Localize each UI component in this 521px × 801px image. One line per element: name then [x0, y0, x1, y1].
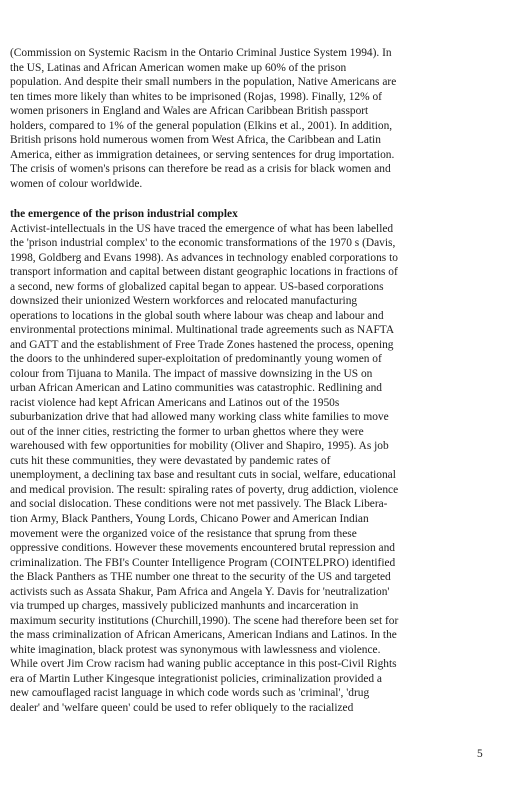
- text-line: white imagination, black protest was synonymous with lawlessness and violence.: [10, 643, 381, 656]
- paragraph-2: [10, 222, 500, 716]
- text-line: tion Army, Black Panthers, Young Lords, Chicano Power and American Indian: [10, 512, 369, 525]
- text-line: out of the inner cities, restricting the former to urban ghettos where they were: [10, 425, 364, 438]
- text-line: unemployment, a declining tax base and resultant cuts in social, welfare, educational: [10, 469, 396, 482]
- text-line: colour from Tijuana to Manila. The impact of massive downsizing in the US on: [10, 367, 373, 380]
- text-line: oppressive conditions. However these movements encountered brutal repression and: [10, 542, 395, 555]
- text-line: criminalization. The FBI's Counter Intelligence Program (COINTELPRO) identified: [10, 556, 396, 569]
- text-line: warehoused with few opportunities for mobility (Oliver and Shapiro, 1995). As job: [10, 440, 389, 453]
- paragraph-1: [10, 46, 500, 191]
- text-line: maximum security institutions (Churchill,1990). The scene had therefore been set for: [10, 614, 399, 627]
- text-line: the 'prison industrial complex' to the economic transformations of the 1970 s (Davis,: [10, 237, 396, 250]
- text-line: holders, compared to 1% of the general population (Elkins et al., 2001). In addition,: [10, 119, 393, 132]
- text-line: a second, new forms of globalized capital began to appear. US-based corporations: [10, 280, 384, 293]
- text-line: women of colour worldwide.: [10, 177, 143, 190]
- text-line: the mass criminalization of African Americans, American Indians and Latinos. In the: [10, 629, 397, 642]
- text-line: urban African American and Latino communities was catastrophic. Redlining and: [10, 382, 382, 395]
- text-line: Activist-intellectuals in the US have traced the emergence of what has been labelled: [10, 222, 394, 235]
- text-line: British prisons hold numerous women from West Africa, the Caribbean and Latin: [10, 134, 381, 147]
- document-page: [10, 46, 500, 715]
- page-number: 5: [477, 748, 483, 760]
- text-line: via trumped up charges, massively publicized manhunts and incarceration in: [10, 600, 359, 613]
- text-line: operations to locations in the global south where labour was cheap and labour and: [10, 309, 384, 322]
- text-line: America, either as immigration detainees, or serving sentences for drug importation.: [10, 148, 395, 161]
- text-line: ten times more likely than whites to be imprisoned (Rojas, 1998). Finally, 12% of: [10, 90, 382, 103]
- text-line: and social dislocation. These conditions were not met passively. The Black Libera-: [10, 498, 388, 511]
- text-line: cuts hit these communities, they were devastated by pandemic rates of: [10, 454, 331, 467]
- text-line: transport information and capital between distant geographic locations in fractions of: [10, 266, 398, 279]
- text-line: movement were the organized voice of the resistance that sprung from these: [10, 527, 357, 540]
- text-line: and GATT and the establishment of Free Trade Zones hastened the process, opening: [10, 338, 394, 351]
- text-line: the Black Panthers as THE number one threat to the security of the US and targeted: [10, 571, 391, 584]
- text-line: racist violence had kept African Americans and Latinos out of the 1950s: [10, 396, 340, 409]
- text-line: population. And despite their small numbers in the population, Native Americans are: [10, 76, 397, 89]
- text-line: women prisoners in England and Wales are African Caribbean British passport: [10, 105, 369, 118]
- section-heading: the emergence of the prison industrial complex: [10, 208, 238, 221]
- text-line: and medical provision. The result: spiraling rates of poverty, drug addiction, violence: [10, 483, 399, 496]
- text-line: dealer' and 'welfare queen' could be used to refer obliquely to the racialized: [10, 701, 354, 714]
- text-line: the US, Latinas and African American women make up 60% of the prison: [10, 61, 347, 74]
- text-line: environmental protections minimal. Multinational trade agreements such as NAFTA: [10, 324, 395, 337]
- text-line: While overt Jim Crow racism had waning public acceptance in this post-Civil Rights: [10, 658, 397, 671]
- text-line: 1998, Goldberg and Evans 1998). As advances in technology enabled corporations to: [10, 251, 398, 264]
- text-line: the doors to the unhindered super-exploitation of predominantly young women of: [10, 353, 382, 366]
- text-line: downsized their unionized Western workforces and relocated manufacturing: [10, 295, 358, 308]
- text-line: activists such as Assata Shakur, Pam Africa and Angela Y. Davis for 'neutralization': [10, 585, 390, 598]
- text-line: suburbanization drive that had allowed many working class white families to move: [10, 411, 389, 424]
- text-line: new camouflaged racist language in which code words such as 'criminal', 'drug: [10, 687, 370, 700]
- text-line: The crisis of women's prisons can therefore be read as a crisis for black women and: [10, 163, 391, 176]
- paragraph-gap: [10, 191, 500, 207]
- text-line: (Commission on Systemic Racism in the Ontario Criminal Justice System 1994). In: [10, 47, 392, 59]
- text-line: era of Martin Luther Kingesque integrationist policies, criminalization provided a: [10, 672, 382, 685]
